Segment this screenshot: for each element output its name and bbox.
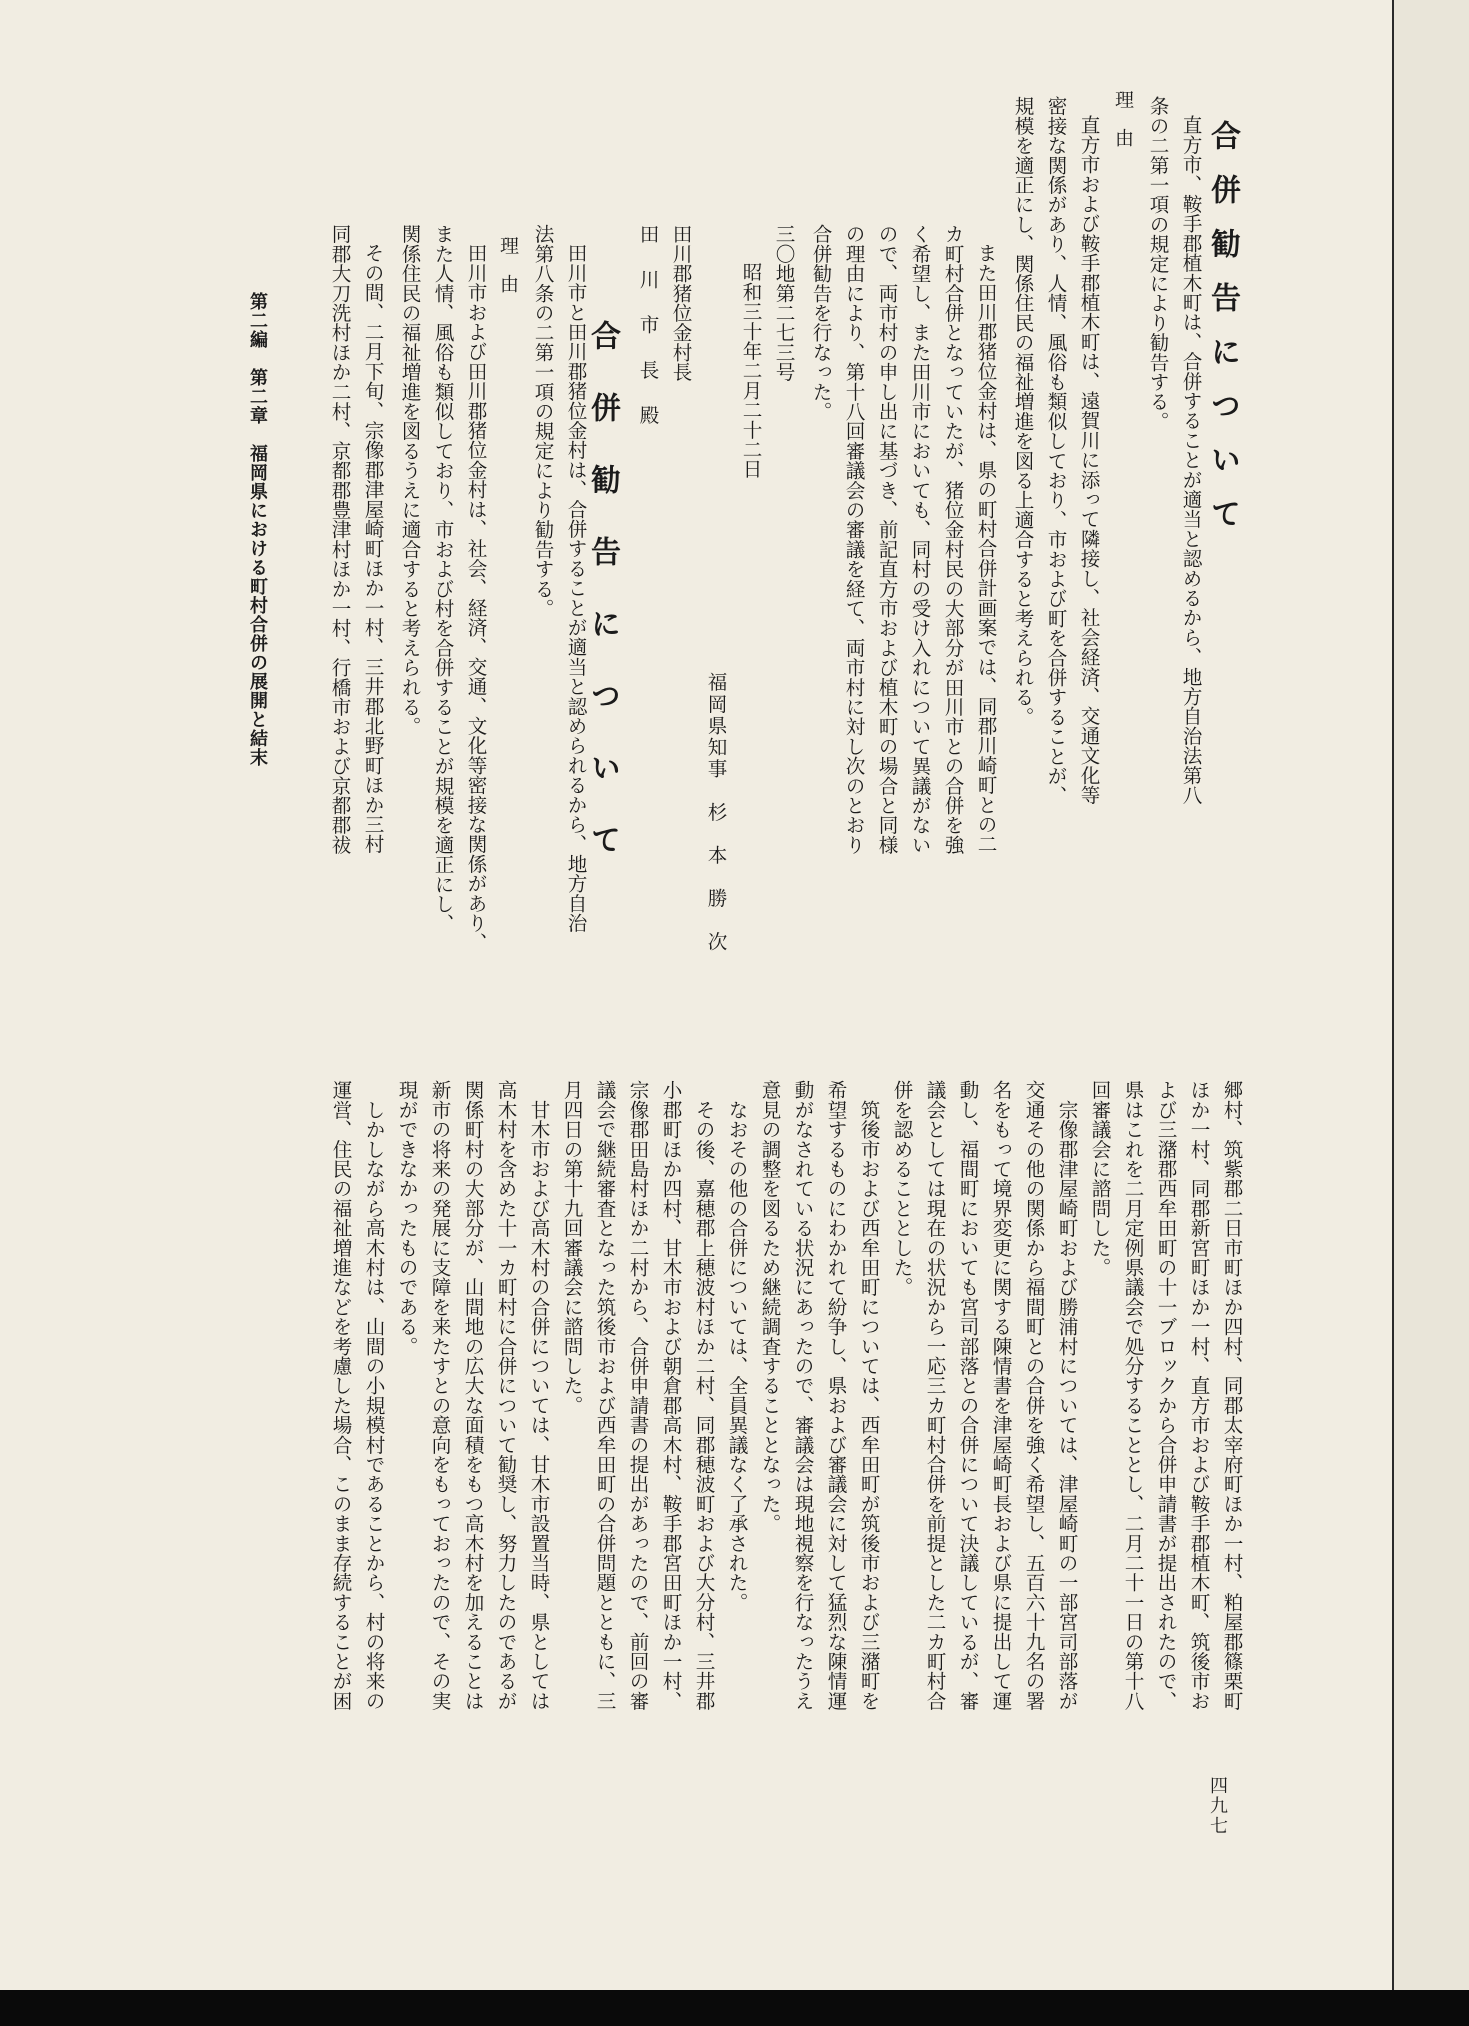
line: 法第八条の二第一項の規定により勧告する。	[531, 224, 554, 618]
line: 規模を適正にし、関係住民の福祉増進を図る上適合すると考えられる。	[1011, 96, 1034, 727]
line: 関係住民の福祉増進を図るうえに適合すると考えられる。	[398, 224, 421, 737]
line: 希望するものにわかれて紛争し、県および審議会に対して猛烈な陳情運	[824, 1080, 847, 1711]
line: 甘木市および高木村の合併については、甘木市設置当時、県としては	[527, 1080, 550, 1711]
governor-signature: 福岡県知事 杉 本 勝 次	[704, 672, 727, 953]
line: また田川郡猪位金村は、県の町村合併計画案では、同郡川崎町との二	[974, 243, 997, 854]
line: 月四日の第十九回審議会に諮問した。	[560, 1080, 583, 1415]
line: 密接な関係があり、人情、風俗も類似しており、市および町を合併することが、	[1044, 96, 1067, 806]
line: なおその他の合併については、全員異議なく了承された。	[725, 1080, 748, 1612]
lower-section-text	[324, 1080, 1248, 1990]
line: 郷村、筑紫郡二日市町ほか四村、同郡太宰府町ほか一村、粕屋郡篠栗町	[1220, 1080, 1243, 1711]
line: 小郡町ほか四村、甘木市および朝倉郡高木村、鞍手郡宮田町ほか一村、	[659, 1080, 682, 1711]
line: 併を認めることとした。	[890, 1080, 913, 1297]
line: 宗像郡津屋崎町および勝浦村については、津屋崎町の一部宮司部落が	[1055, 1080, 1078, 1711]
document-number: 三〇地第二七三号	[772, 224, 795, 382]
line: ので、両市村の申し出に基づき、前記直方市および植木町の場合と同様	[875, 224, 898, 855]
line: その後、嘉穂郡上穂波村ほか二村、同郡穂波町および大分村、三井郡	[692, 1080, 715, 1711]
line: 動がなされている状況にあったので、審議会は現地視察を行なったうえ	[791, 1080, 814, 1711]
line: 名をもって境界変更に関する陳情書を津屋崎町長および県に提出して運	[989, 1080, 1012, 1711]
line: ほか一村、同郡新宮町ほか一村、直方市および鞍手郡植木町、筑後市お	[1187, 1080, 1210, 1711]
line: 高木村を含めた十一カ町村に合併について勧奨し、努力したのであるが	[494, 1080, 517, 1711]
line: 同郡大刀洗村ほか二村、京都郡豊津村ほか一村、行橋市および京都郡祓	[328, 224, 351, 855]
line: 宗像郡田島村ほか二村から、合併申請書の提出があったので、前回の審	[626, 1080, 649, 1711]
line: 意見の調整を図るため継続調査することとなった。	[758, 1080, 781, 1534]
line: 直方市および鞍手郡植木町は、遠賀川に添って隣接し、社会経済、交通文化等	[1077, 115, 1100, 805]
addressee-village-head: 田川郡猪位金村長	[669, 224, 692, 382]
line: 議会としては現在の状況から一応三カ町村合併を前提とした二カ町村合	[923, 1080, 946, 1711]
line: 県はこれを二月定例県議会で処分することとし、二月二十一日の第十八	[1121, 1080, 1144, 1711]
line: 直方市、鞍手郡植木町は、合併することが適当と認めるから、地方自治法第八	[1179, 115, 1202, 805]
heading-merger-recommendation-1: 合併勧告について	[1205, 120, 1240, 552]
line: その間、二月下旬、宗像郡津屋崎町ほか一村、三井郡北野町ほか三村	[361, 243, 384, 854]
heading-merger-recommendation-2: 合 併 勧 告 に つ い て	[585, 320, 620, 860]
line: 田川市および田川郡猪位金村は、社会、経済、交通、文化等密接な関係があり、	[464, 243, 487, 953]
line: カ町村合併となっていたが、猪位金村民の大部分が田川市との合併を強	[941, 224, 964, 855]
line: 交通その他の関係から福間町との合併を強く希望し、五百六十九名の署	[1022, 1080, 1045, 1711]
line: 運営、住民の福祉増進などを考慮した場合、このまま存続することが困	[329, 1080, 352, 1711]
page-number: 四九七	[1207, 1776, 1228, 1836]
line: よび三潴郡西牟田町の十一ブロックから合併申請書が提出されたので、	[1154, 1080, 1177, 1711]
reason-label-2: 理 由	[497, 236, 519, 293]
line: の理由により、第十八回審議会の審議を経て、両市村に対し次のとおり	[842, 224, 865, 855]
document-date: 昭和三十年二月二十二日	[739, 262, 762, 479]
addressee-city-mayor: 田 川 市 長 殿	[636, 224, 659, 428]
line: 現ができなかったものである。	[395, 1080, 418, 1356]
line: しかしながら高木村は、山間の小規模村であることから、村の将来の	[362, 1080, 385, 1711]
chapter-footer: 第二編 第二章 福岡県における町村合併の展開と結末	[247, 292, 268, 767]
line: 新市の将来の発展に支障を来たすとの意向をもっておったので、その実	[428, 1080, 451, 1711]
line: 田川市と田川郡猪位金村は、合併することが適当と認められるから、地方自治	[564, 243, 587, 933]
line: く希望し、また田川市においても、同村の受け入れについて異議がない	[908, 224, 931, 855]
reason-label-1: 理 由	[1112, 90, 1134, 147]
line: 関係町村の大部分が、山間地の広大な面積をもつ高木村を加えることは	[461, 1080, 484, 1711]
line: 回審議会に諮問した。	[1088, 1080, 1111, 1277]
line: 議会で継続審査となった筑後市および西牟田町の合併問題とともに、三	[593, 1080, 616, 1711]
line: 条の二第一項の規定により勧告する。	[1146, 96, 1169, 431]
line: また人情、風俗も類似しており、市および村を合併することが規模を適正にし、	[431, 224, 454, 934]
line: 合併勧告を行なった。	[809, 224, 832, 421]
line: 筑後市および西牟田町については、西牟田町が筑後市および三潴町を	[857, 1080, 880, 1711]
scan-bottom-border	[0, 1990, 1469, 2026]
adjacent-page-edge	[1392, 0, 1469, 1990]
line: 動し、福間町においても宮司部落との合併について決議しているが、審	[956, 1080, 979, 1711]
